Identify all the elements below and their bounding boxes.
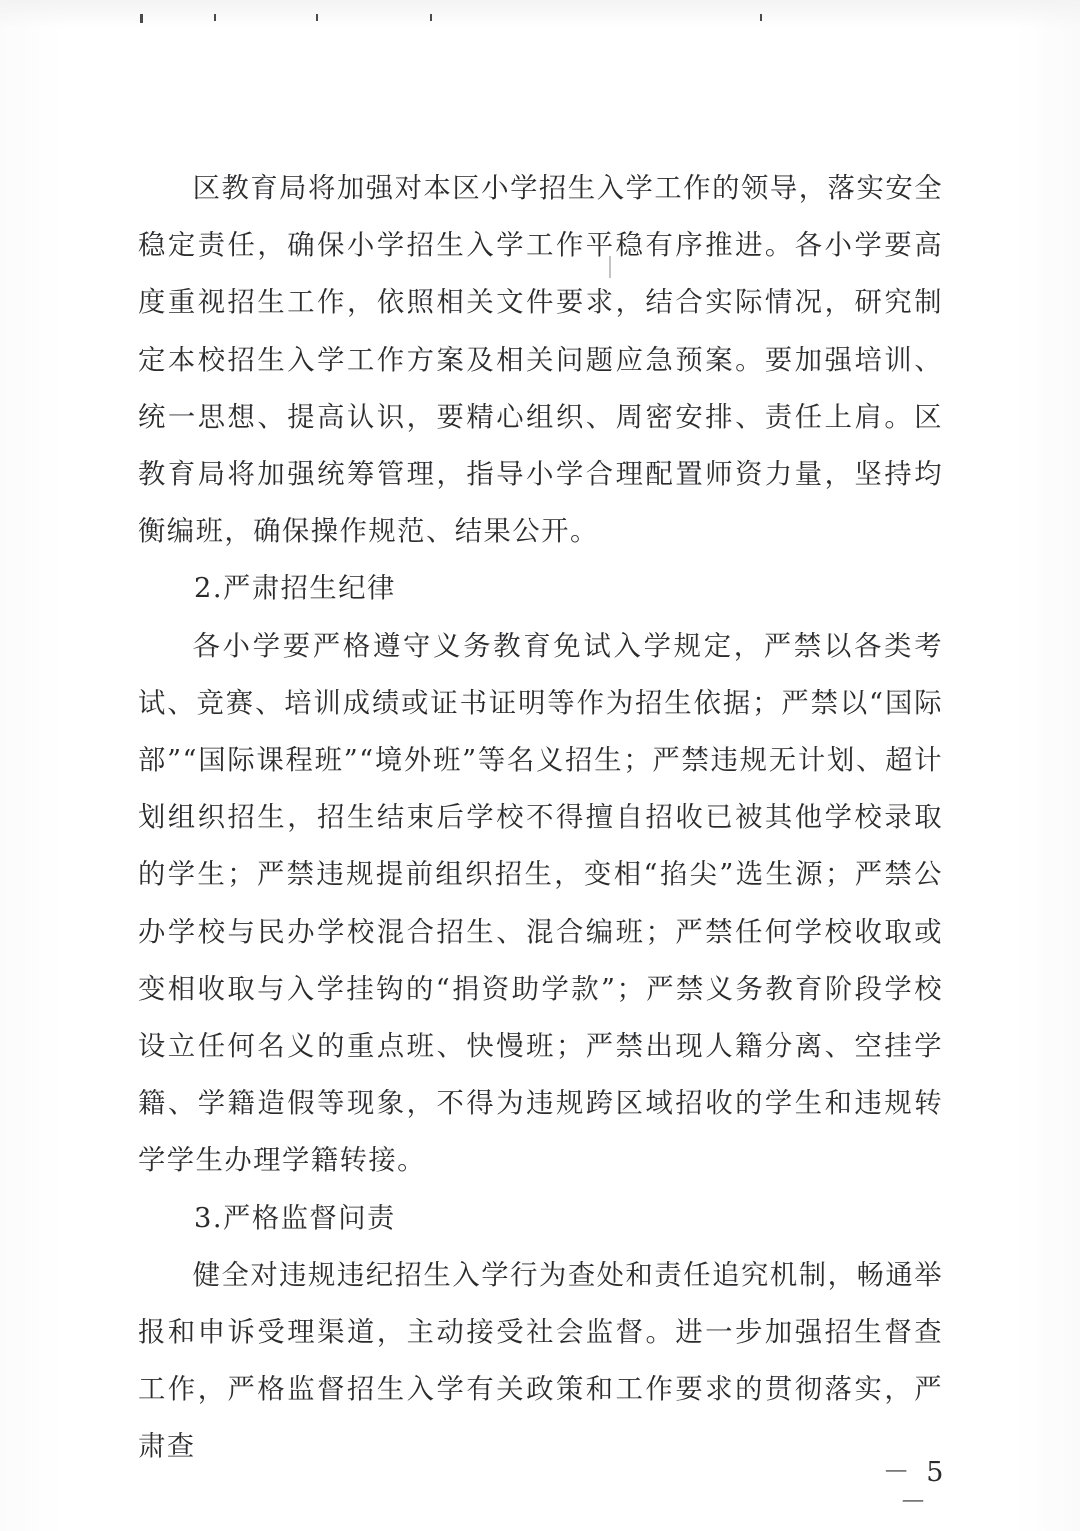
section-heading-supervision: 3.严格监督问责 xyxy=(194,1202,396,1234)
page-number: － 5 － xyxy=(882,1457,948,1518)
scan-edge-mark xyxy=(760,14,762,21)
scan-edge-mark xyxy=(214,14,216,21)
paragraph-leadership: 区教育局将加强对本区小学招生入学工作的领导，落实安全稳定责任，确保小学招生入学工作平稳有序推进。各小学要高度重视招生工作，依照相关文件要求，结合实际情况，研究制定本校招生入学工作方案及相关问题应急预案。要加强培训、统一思想、提高认识，要精心组织、周密安排、责任上肩。区教育局将加强统筹管理，指导小学合理配置师资力量，坚持均衡编班，确保操作规范、结果公开。 xyxy=(138,173,943,548)
paragraph-supervision: 健全对违规违纪招生入学行为查处和责任追究机制，畅通举报和申诉受理渠道，主动接受社会监督。进一步加强招生督查工作，严格监督招生入学有关政策和工作要求的贯彻落实，严肃查 xyxy=(138,1259,943,1463)
paragraph-enrollment-discipline: 各小学要严格遵守义务教育免试入学规定，严禁以各类考试、竞赛、培训成绩或证书证明等作为招生依据；严禁以“国际部”“国际课程班”“境外班”等名义招生；严禁违规无计划、超计划组织招生，招生结束后学校不得擅自招收已被其他学校录取的学生；严禁违规提前组织招生，变相“掐尖”选生源；严禁公办学校与民办学校混合招生、混合编班；严禁任何学校收取或变相收取与入学挂钩的“捐资助学款”；严禁义务教育阶段学校设立任何名义的重点班、快慢班；严禁出现人籍分离、空挂学籍、学籍造假等现象，不得为违规跨区域招收的学生和违规转学学生办理学籍转接。 xyxy=(138,630,943,1177)
scan-top-edge xyxy=(0,0,1080,28)
scan-edge-mark xyxy=(430,14,432,21)
section-heading-discipline: 2.严肃招生纪律 xyxy=(194,573,396,605)
document-body xyxy=(138,160,943,1476)
scan-edge-mark xyxy=(140,14,143,23)
scan-edge-mark xyxy=(316,14,318,21)
